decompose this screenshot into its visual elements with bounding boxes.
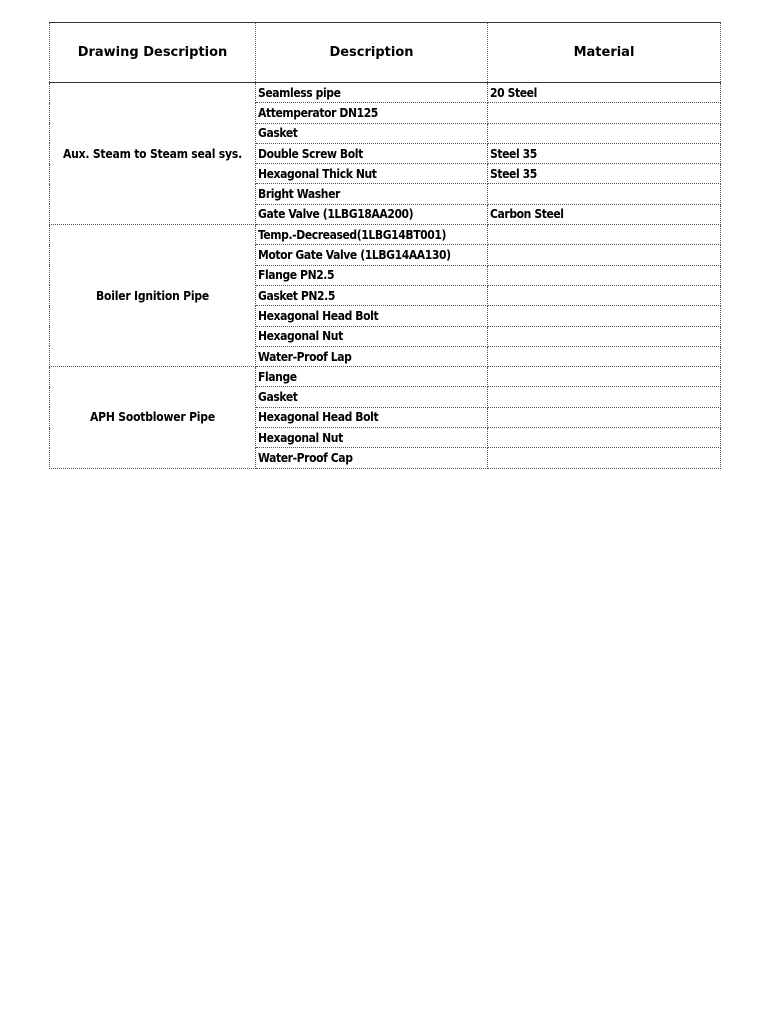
material-cell: Steel 35 — [488, 164, 721, 184]
material-cell — [488, 306, 721, 326]
description-cell: Double Screw Bolt — [256, 143, 488, 163]
description-cell: Bright Washer — [256, 184, 488, 204]
material-cell — [488, 346, 721, 366]
table-body — [50, 83, 721, 469]
description-cell: Gasket — [256, 387, 488, 407]
description-cell: Water-Proof Cap — [256, 448, 488, 468]
group-name-cell: Aux. Steam to Steam seal sys. — [50, 83, 256, 225]
material-cell: Carbon Steel — [488, 204, 721, 224]
description-cell: Temp.-Decreased(1LBG14BT001) — [256, 225, 488, 245]
material-cell: Steel 35 — [488, 143, 721, 163]
description-cell: Seamless pipe — [256, 83, 488, 103]
materials-table — [49, 22, 721, 469]
group-name-cell: APH Sootblower Pipe — [50, 367, 256, 468]
description-cell: Hexagonal Head Bolt — [256, 306, 488, 326]
description-cell: Hexagonal Head Bolt — [256, 407, 488, 427]
table-row — [50, 367, 721, 387]
material-cell — [488, 387, 721, 407]
description-cell: Hexagonal Thick Nut — [256, 164, 488, 184]
material-cell — [488, 245, 721, 265]
description-cell: Flange PN2.5 — [256, 265, 488, 285]
material-cell — [488, 285, 721, 305]
description-cell: Flange — [256, 367, 488, 387]
material-cell — [488, 407, 721, 427]
material-cell — [488, 184, 721, 204]
material-cell — [488, 326, 721, 346]
description-cell: Water-Proof Lap — [256, 346, 488, 366]
group-name-cell: Boiler Ignition Pipe — [50, 225, 256, 367]
description-cell: Motor Gate Valve (1LBG14AA130) — [256, 245, 488, 265]
material-cell — [488, 225, 721, 245]
material-cell — [488, 448, 721, 468]
header-drawing-description: Drawing Description — [50, 23, 256, 83]
material-cell — [488, 123, 721, 143]
document-sheet — [49, 22, 720, 469]
header-row — [50, 23, 721, 83]
description-cell: Hexagonal Nut — [256, 326, 488, 346]
material-cell: 20 Steel — [488, 83, 721, 103]
material-cell — [488, 428, 721, 448]
material-cell — [488, 103, 721, 123]
description-cell: Gate Valve (1LBG18AA200) — [256, 204, 488, 224]
header-description: Description — [256, 23, 488, 83]
material-cell — [488, 367, 721, 387]
table-row — [50, 225, 721, 245]
description-cell: Gasket PN2.5 — [256, 285, 488, 305]
description-cell: Hexagonal Nut — [256, 428, 488, 448]
table-row — [50, 83, 721, 103]
description-cell: Gasket — [256, 123, 488, 143]
header-material: Material — [488, 23, 721, 83]
description-cell: Attemperator DN125 — [256, 103, 488, 123]
material-cell — [488, 265, 721, 285]
